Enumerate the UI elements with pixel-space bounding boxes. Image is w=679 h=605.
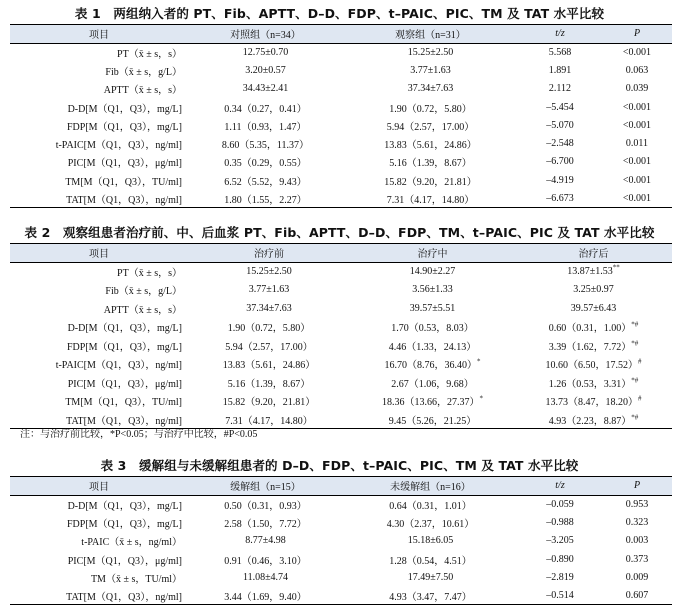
table1-item-cell-text: D-D[M（Q1，Q3），mg/L]: [67, 103, 182, 115]
table3-t-cell: [518, 495, 602, 513]
table1-a-cell-text: 0.35（0.29，0.55）: [224, 158, 307, 170]
table2-header-item: 项目: [10, 244, 188, 263]
table2-a-cell-text: 5.16（1.39，8.67）: [227, 378, 311, 390]
table3-item-cell-text: D-D[M（Q1，Q3），mg/L]: [67, 500, 182, 512]
table1-header-row: [10, 25, 672, 44]
table3-a-cell-text: 8.77±4.98: [245, 535, 286, 547]
table2-c-cell-text: 0.60（0.31，1.00）: [548, 323, 632, 335]
table2-c-cell-text: 4.93（2.23，8.87）: [548, 415, 632, 427]
table1-t-cell-text: 1.891: [548, 64, 572, 76]
table3-t-cell: [518, 532, 602, 550]
table3-t-cell: [518, 568, 602, 586]
table3-a-cell: [188, 495, 343, 513]
table2-c-cell-significance-mark: *#: [631, 339, 639, 348]
table-row: [10, 299, 672, 318]
table3-item-cell-text: t-PAIC（x̄ ± s，ng/ml）: [81, 537, 182, 549]
table2-c-cell: [515, 410, 672, 429]
table1-t-cell: [518, 43, 602, 61]
table3-b-cell: [343, 568, 518, 586]
table-row: [10, 355, 672, 374]
table2-item-cell-text: APTT（x̄ ± s，s）: [103, 304, 182, 316]
table1-p-cell: [602, 61, 672, 79]
table2-b-cell-text: 1.70（0.53，8.03）: [391, 323, 474, 335]
table2-item-cell-text: D-D[M（Q1，Q3），mg/L]: [67, 323, 182, 335]
table2-item-cell: [10, 318, 188, 337]
table3-header-nonremission: 未缓解组（n=16）: [343, 477, 518, 496]
table1-t-cell-text: –2.548: [546, 138, 574, 150]
table1-p-cell: [602, 98, 672, 116]
table1-t-cell: [518, 98, 602, 116]
table3-p-cell: [602, 568, 672, 586]
table3-t-cell: [518, 586, 602, 604]
table1-item-cell: [10, 134, 188, 152]
table1-b-cell-text: 3.77±1.63: [410, 64, 451, 76]
table3-b-cell: [343, 513, 518, 531]
table3-p-cell-text: 0.607: [625, 589, 649, 601]
table1-a-cell: [188, 153, 343, 171]
table3-header-row: [10, 477, 672, 496]
table2-c-cell-significance-mark: *#: [631, 413, 639, 422]
table3-t-cell-text: –0.059: [546, 498, 574, 510]
table1-b-cell-text: 1.90（0.72，5.80）: [389, 103, 472, 115]
table2-item-cell: [10, 299, 188, 318]
table2-b-cell: [350, 410, 515, 429]
table1-item-cell: [10, 116, 188, 134]
table2-b-cell-text: 16.70（8.76，36.40）: [384, 360, 477, 372]
table2-c-cell-text: 13.87±1.53: [567, 266, 613, 277]
table2-c-cell-text: 3.39（1.62，7.72）: [548, 341, 632, 353]
table1-b-cell: [343, 98, 518, 116]
table2-c-cell-text: 39.57±6.43: [570, 302, 617, 314]
table1-t-cell: [518, 171, 602, 189]
table3-item-cell: [10, 586, 188, 604]
table1-b-cell: [343, 134, 518, 152]
table1-p-cell: [602, 80, 672, 98]
table1-t-cell-text: –5.454: [546, 101, 574, 113]
table1-header-p: P: [602, 25, 672, 44]
table2-a-cell: [188, 392, 350, 411]
table1-b-cell-text: 15.25±2.50: [407, 46, 454, 58]
table2-item-cell-text: Fib（x̄ ± s，g/L）: [105, 286, 182, 298]
table1-p-cell-text: <0.001: [622, 156, 652, 168]
table2-b-cell-text: 2.67（1.06，9.68）: [391, 378, 474, 390]
table1-b-cell-text: 5.94（2.57，17.00）: [386, 121, 475, 133]
table-row: [10, 550, 672, 568]
table2-a-cell-text: 15.82（9.20，21.81）: [222, 397, 316, 409]
table2-b-cell: [350, 299, 515, 318]
table3-b-cell: [343, 495, 518, 513]
table1-a-cell-text: 12.75±0.70: [242, 46, 289, 58]
table2-c-cell: [515, 373, 672, 392]
table2-item-cell-text: PT（x̄ ± s，s）: [117, 268, 182, 279]
table1-a-cell-text: 1.11（0.93，1.47）: [224, 121, 307, 133]
table2-c-cell-text: 1.26（0.53，3.31）: [548, 378, 632, 390]
table1-b-cell-text: 37.34±7.63: [407, 83, 454, 95]
table2-a-cell: [188, 281, 350, 300]
table3-a-cell-text: 0.50（0.31，0.93）: [224, 500, 307, 512]
table2-a-cell-text: 3.77±1.63: [248, 284, 290, 296]
table1-item-cell-text: FDP[M（Q1，Q3），mg/L]: [66, 121, 182, 133]
table1-a-cell-text: 3.20±0.57: [245, 64, 286, 76]
table2-item-cell: [10, 262, 188, 281]
table2-item-cell: [10, 281, 188, 300]
table3-t-cell: [518, 513, 602, 531]
table3-item-cell: [10, 550, 188, 568]
table2-b-cell-text: 3.56±1.33: [412, 284, 453, 296]
table-row: [10, 318, 672, 337]
table2-b-cell: [350, 373, 515, 392]
table2-a-cell: [188, 355, 350, 374]
table1-b-cell: [343, 80, 518, 98]
table2-item-cell-text: t-PAIC[M（Q1，Q3），ng/ml]: [55, 360, 182, 372]
table1-item-cell: [10, 98, 188, 116]
table2-a-cell-text: 7.31（4.17，14.80）: [225, 415, 313, 427]
table1-p-cell: [602, 134, 672, 152]
table1-caption: 表 1 两组纳入者的 PT、Fib、APTT、D–D、FDP、t–PAIC、PIC、TM 及 TAT 水平比较: [74, 6, 605, 21]
table1-item-cell: [10, 43, 188, 61]
table1-b-cell: [343, 43, 518, 61]
table1-item-cell-text: TM[M（Q1，Q3），TU/ml]: [65, 176, 182, 188]
table2-b-cell-text: 39.57±5.51: [409, 302, 456, 314]
table2-b-cell: [350, 318, 515, 337]
table1-a-cell-text: 1.80（1.55，2.27）: [224, 194, 307, 206]
table1-t-cell-text: –6.700: [546, 156, 574, 168]
table2: [10, 243, 672, 429]
table1-b-cell-text: 7.31（4.17，14.80）: [386, 194, 475, 206]
table-row: [10, 116, 672, 134]
table1-t-cell: [518, 189, 602, 207]
table1-item-cell-text: TAT[M（Q1，Q3），ng/ml]: [66, 194, 182, 206]
table1-b-cell-text: 13.83（5.61，24.86）: [384, 140, 477, 152]
table1-item-cell-text: PIC[M（Q1，Q3），μg/ml]: [67, 158, 182, 170]
table2-item-cell-text: PIC[M（Q1，Q3），μg/ml]: [67, 378, 182, 390]
table2-c-cell: [515, 299, 672, 318]
table1-b-cell: [343, 116, 518, 134]
table3-b-cell-text: 0.64（0.31，1.01）: [389, 500, 472, 512]
table-row: [10, 513, 672, 531]
table2-c-cell-text: 3.25±0.97: [573, 284, 614, 296]
table2-header-during: 治疗中: [350, 244, 515, 263]
table1-t-cell: [518, 80, 602, 98]
table1-p-cell-text: <0.001: [622, 119, 652, 131]
table1-p-cell: [602, 116, 672, 134]
table1-p-cell-text: 0.011: [625, 138, 649, 150]
table2-c-cell-significance-mark: **: [612, 263, 620, 272]
table1-p-cell-text: <0.001: [622, 46, 652, 58]
table1-item-cell: [10, 189, 188, 207]
table1-a-cell-text: 0.34（0.27，0.41）: [224, 103, 307, 115]
table1-t-cell: [518, 116, 602, 134]
table3-a-cell: [188, 586, 343, 604]
table3-caption: 表 3 缓解组与未缓解组患者的 D–D、FDP、t–PAIC、PIC、TM 及 TAT 水平比较: [100, 458, 579, 473]
table-row: [10, 281, 672, 300]
table2-b-cell-text: 14.90±2.27: [409, 266, 456, 277]
table3-p-cell: [602, 513, 672, 531]
table1-item-cell: [10, 153, 188, 171]
table3-p-cell-text: 0.009: [625, 571, 649, 583]
table2-b-cell-significance-mark: *: [477, 357, 481, 366]
table1-b-cell: [343, 153, 518, 171]
table1-a-cell: [188, 171, 343, 189]
table3-a-cell: [188, 550, 343, 568]
table1-item-cell-text: PT（x̄ ± s，s）: [117, 48, 182, 60]
table1-header-observe: 观察组（n=31）: [343, 25, 518, 44]
table2-a-cell-text: 1.90（0.72，5.80）: [227, 323, 311, 335]
table3-item-cell-text: TM（x̄ ± s，TU/ml）: [90, 573, 182, 585]
table2-c-cell: [515, 355, 672, 374]
table1-t-cell: [518, 134, 602, 152]
table2-b-cell-text: 9.45（5.26，21.25）: [388, 415, 477, 427]
table1-b-cell: [343, 171, 518, 189]
table1-p-cell-text: <0.001: [622, 174, 652, 186]
table3-header-p: P: [602, 477, 672, 496]
table2-b-cell-text: 18.36（13.66，27.37）: [382, 397, 480, 409]
table3-item-cell: [10, 513, 188, 531]
table2-a-cell-text: 15.25±2.50: [246, 266, 292, 277]
table2-b-cell-text: 4.46（1.33，24.13）: [388, 341, 477, 353]
table2-c-cell-significance-mark: *#: [631, 320, 639, 329]
table1-item-cell-text: Fib（x̄ ± s，g/L）: [105, 66, 182, 78]
table3-header-remission: 缓解组（n=15）: [188, 477, 343, 496]
table-row: [10, 43, 672, 61]
table3-item-cell: [10, 568, 188, 586]
table3-p-cell-text: 0.323: [625, 516, 649, 528]
table2-item-cell-text: TM[M（Q1，Q3），TU/ml]: [65, 397, 182, 409]
table-row: [10, 153, 672, 171]
table3-a-cell: [188, 513, 343, 531]
table1-a-cell: [188, 189, 343, 207]
table2-b-cell: [350, 262, 515, 281]
table3-a-cell-text: 0.91（0.46，3.10）: [224, 555, 307, 567]
table2-c-cell: [515, 392, 672, 411]
table2-item-cell: [10, 392, 188, 411]
table1-a-cell: [188, 116, 343, 134]
table2-item-cell: [10, 336, 188, 355]
table1-a-cell: [188, 43, 343, 61]
table1-header-item: 项目: [10, 25, 188, 44]
table3-t-cell-text: –3.205: [546, 535, 574, 547]
table3-header-tz: t/z: [518, 477, 602, 496]
table1-b-cell-text: 15.82（9.20，21.81）: [384, 176, 477, 188]
table1-item-cell: [10, 61, 188, 79]
table1-a-cell: [188, 98, 343, 116]
table-row: [10, 134, 672, 152]
table3-b-cell: [343, 586, 518, 604]
table2-item-cell: [10, 373, 188, 392]
table1-t-cell-text: –6.673: [546, 192, 574, 204]
table-row: [10, 98, 672, 116]
table2-a-cell: [188, 373, 350, 392]
table1-p-cell-text: <0.001: [622, 192, 652, 204]
table2-header-after: 治疗后: [515, 244, 672, 263]
table1-p-cell: [602, 43, 672, 61]
table1-p-cell-text: 0.039: [625, 83, 649, 95]
table1-t-cell-text: 2.112: [548, 83, 572, 95]
table2-a-cell-text: 37.34±7.63: [246, 302, 292, 314]
table2-a-cell: [188, 262, 350, 281]
table-row: [10, 80, 672, 98]
table3-b-cell-text: 4.93（3.47，7.47）: [389, 591, 472, 603]
table3-t-cell-text: –0.988: [546, 516, 574, 528]
table1-item-cell-text: APTT（x̄ ± s，s）: [103, 85, 182, 97]
table3-p-cell: [602, 550, 672, 568]
table1-p-cell-text: <0.001: [622, 101, 652, 113]
table3-b-cell-text: 1.28（0.54，4.51）: [389, 555, 472, 567]
table3-t-cell-text: –0.890: [546, 553, 574, 565]
table2-c-cell-significance-mark: #: [638, 394, 642, 403]
table1-a-cell-text: 6.52（5.52，9.43）: [224, 176, 307, 188]
table2-item-cell-text: TAT[M（Q1，Q3），ng/ml]: [66, 415, 182, 427]
table1-b-cell-text: 5.16（1.39，8.67）: [389, 158, 472, 170]
table3-item-cell-text: FDP[M（Q1，Q3），mg/L]: [66, 518, 182, 530]
table3-a-cell: [188, 568, 343, 586]
table3-item-cell: [10, 495, 188, 513]
table2-b-cell: [350, 392, 515, 411]
table1-item-cell-text: t-PAIC[M（Q1，Q3），ng/ml]: [55, 140, 182, 152]
table-row: [10, 392, 672, 411]
table1-p-cell: [602, 153, 672, 171]
table3-item-cell-text: PIC[M（Q1，Q3），μg/ml]: [67, 555, 182, 567]
table2-item-cell: [10, 355, 188, 374]
table1-p-cell: [602, 189, 672, 207]
table3-p-cell: [602, 586, 672, 604]
table2-a-cell: [188, 299, 350, 318]
table1-p-cell: [602, 171, 672, 189]
table2-c-cell: [515, 281, 672, 300]
table1-t-cell: [518, 61, 602, 79]
table3-b-cell-text: 15.18±6.05: [407, 535, 454, 547]
table2-c-cell-text: 13.73（8.47，18.20）: [545, 397, 638, 409]
table3-item-cell-text: TAT[M（Q1，Q3），ng/ml]: [66, 591, 182, 603]
table2-a-cell: [188, 318, 350, 337]
table2-c-cell-significance-mark: *#: [631, 376, 639, 385]
table2-b-cell: [350, 336, 515, 355]
table3-header-item: 项目: [10, 477, 188, 496]
table2-b-cell: [350, 355, 515, 374]
table3-a-cell-text: 3.44（1.69，9.40）: [224, 591, 307, 603]
table2-header-row: [10, 244, 672, 263]
table1-header-control: 对照组（n=34）: [188, 25, 343, 44]
table2-b-cell: [350, 281, 515, 300]
table1-t-cell-text: –4.919: [546, 174, 574, 186]
table2-item-cell-text: FDP[M（Q1，Q3），mg/L]: [66, 341, 182, 353]
table3-a-cell-text: 11.08±4.74: [242, 571, 289, 583]
table2-c-cell: [515, 262, 672, 281]
table3-a-cell: [188, 532, 343, 550]
table-row: [10, 262, 672, 281]
table1-b-cell: [343, 61, 518, 79]
table1-a-cell: [188, 80, 343, 98]
table2-a-cell-text: 5.94（2.57，17.00）: [225, 341, 313, 353]
table2-c-cell-significance-mark: #: [638, 357, 642, 366]
table2-note: 注：与治疗前比较，*P<0.05；与治疗中比较，#P<0.05: [20, 429, 258, 440]
table-row: [10, 373, 672, 392]
table2-c-cell: [515, 318, 672, 337]
table-row: [10, 568, 672, 586]
table2-a-cell: [188, 336, 350, 355]
table3-p-cell-text: 0.003: [625, 535, 649, 547]
table1-t-cell-text: 5.568: [548, 46, 572, 58]
table-row: [10, 189, 672, 207]
table2-a-cell-text: 13.83（5.61，24.86）: [222, 360, 316, 372]
table1: [10, 24, 672, 208]
table-row: [10, 171, 672, 189]
table-row: [10, 61, 672, 79]
table-row: [10, 336, 672, 355]
table3-p-cell-text: 0.373: [625, 553, 649, 565]
table3-b-cell: [343, 532, 518, 550]
table-row: [10, 586, 672, 604]
table1-t-cell: [518, 153, 602, 171]
table2-header-before: 治疗前: [188, 244, 350, 263]
table1-a-cell: [188, 134, 343, 152]
table3-a-cell-text: 2.58（1.50，7.72）: [224, 518, 307, 530]
table-row: [10, 532, 672, 550]
table3-t-cell-text: –0.514: [546, 589, 574, 601]
table2-c-cell-text: 10.60（6.50，17.52）: [545, 360, 638, 372]
table2-b-cell-significance-mark: *: [479, 394, 483, 403]
table3-t-cell-text: –2.819: [546, 571, 574, 583]
table1-t-cell-text: –5.070: [546, 119, 574, 131]
table1-a-cell-text: 8.60（5.35，11.37）: [221, 140, 310, 152]
table3-b-cell-text: 17.49±7.50: [407, 571, 454, 583]
table1-a-cell-text: 34.43±2.41: [242, 83, 289, 95]
table2-caption: 表 2 观察组患者治疗前、中、后血浆 PT、Fib、APTT、D–D、FDP、TM、t–PAIC、PIC 及 TAT 水平比较: [24, 225, 655, 240]
table3-b-cell: [343, 550, 518, 568]
table3-p-cell: [602, 495, 672, 513]
table1-b-cell: [343, 189, 518, 207]
table1-a-cell: [188, 61, 343, 79]
table3-p-cell-text: 0.953: [625, 498, 649, 510]
table3-item-cell: [10, 532, 188, 550]
table3-b-cell-text: 4.30（2.37，10.61）: [386, 518, 475, 530]
table1-p-cell-text: 0.063: [625, 64, 649, 76]
table1-item-cell: [10, 80, 188, 98]
table-row: [10, 495, 672, 513]
table3: [10, 476, 672, 605]
table3-p-cell: [602, 532, 672, 550]
table1-item-cell: [10, 171, 188, 189]
table2-c-cell: [515, 336, 672, 355]
table3-t-cell: [518, 550, 602, 568]
table1-header-tz: t/z: [518, 25, 602, 44]
